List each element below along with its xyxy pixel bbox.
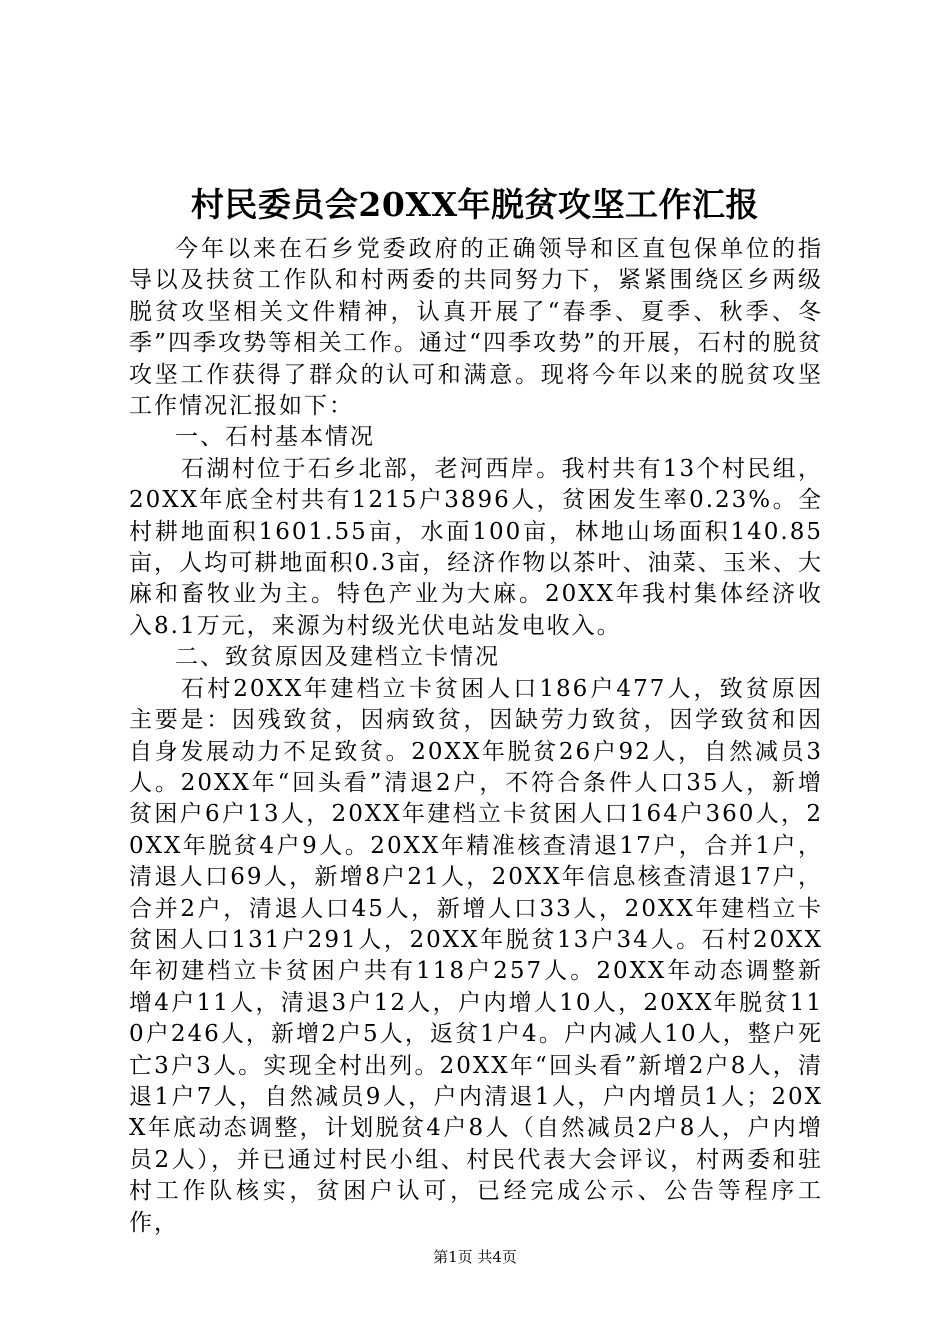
document-body (129, 234, 823, 1239)
document-title: 村民委员会20XX年脱贫攻坚工作汇报 (190, 185, 760, 224)
section-heading-basic-info: 一、石村基本情况 (175, 424, 375, 451)
section-body-poverty-causes: 石村20XX年建档立卡贫困人口186户477人，致贫原因主要是：因残致贫，因病致贫，因缺劳力致贫，因学致贫和因自身发展动力不足致贫。20XX年脱贫26户92人，自然减员3人。20XX年“回头看”清退2户，不符合条件人口35人，新增贫困户6户13人，20XX年建档立卡贫困人口164户360人，20XX年脱贫4户9人。20XX年精准核查清退17户，合并1户，清退人口69人，新增8户21人，20XX年信息核查清退17户，合并2户，清退人口45人，新增人口33人，20XX年建档立卡贫困人口131户291人，20XX年脱贫13户34人。石村20XX年初建档立卡贫困户共有118户257人。20XX年动态调整新增4户11人，清退3户12人，户内增人10人，20XX年脱贫110户246人，新增2户5人，返贫1户4。户内减人10人，整户死亡3户3人。实现全村出列。20XX年“回头看”新增2户8人，清退1户7人，自然减员9人，户内清退1人，户内增员1人；20XX年底动态调整，计划脱贫4户8人（自然减员2户8人，户内增员2人），并已通过村民小组、村民代表大会评议，村两委和驻村工作队核实，贫困户认可，已经完成公示、公告等程序工作， (129, 675, 823, 1236)
intro-paragraph: 今年以来在石乡党委政府的正确领导和区直包保单位的指导以及扶贫工作队和村两委的共同努力下，紧紧围绕区乡两级脱贫攻坚相关文件精神，认真开展了“春季、夏季、秋季、冬季”四季攻势等相关工作。通过“四季攻势”的开展，石村的脱贫攻坚工作获得了群众的认可和满意。现将今年以来的脱贫攻坚工作情况汇报如下： (129, 236, 823, 420)
section-body-basic-info: 石湖村位于石乡北部，老河西岸。我村共有13个村民组，20XX年底全村共有1215户3896人，贫困发生率0.23%。全村耕地面积1601.55亩，水面100亩，林地山场面积140.85亩，人均可耕地面积0.3亩，经济作物以茶叶、油菜、玉米、大麻和畜牧业为主。特色产业为大麻。20XX年我村集体经济收入8.1万元，来源为村级光伏电站发电收入。 (129, 455, 823, 639)
page-number-footer: 第1页 共4页 (433, 1248, 517, 1266)
section-heading-poverty-causes: 二、致贫原因及建档立卡情况 (175, 644, 500, 671)
